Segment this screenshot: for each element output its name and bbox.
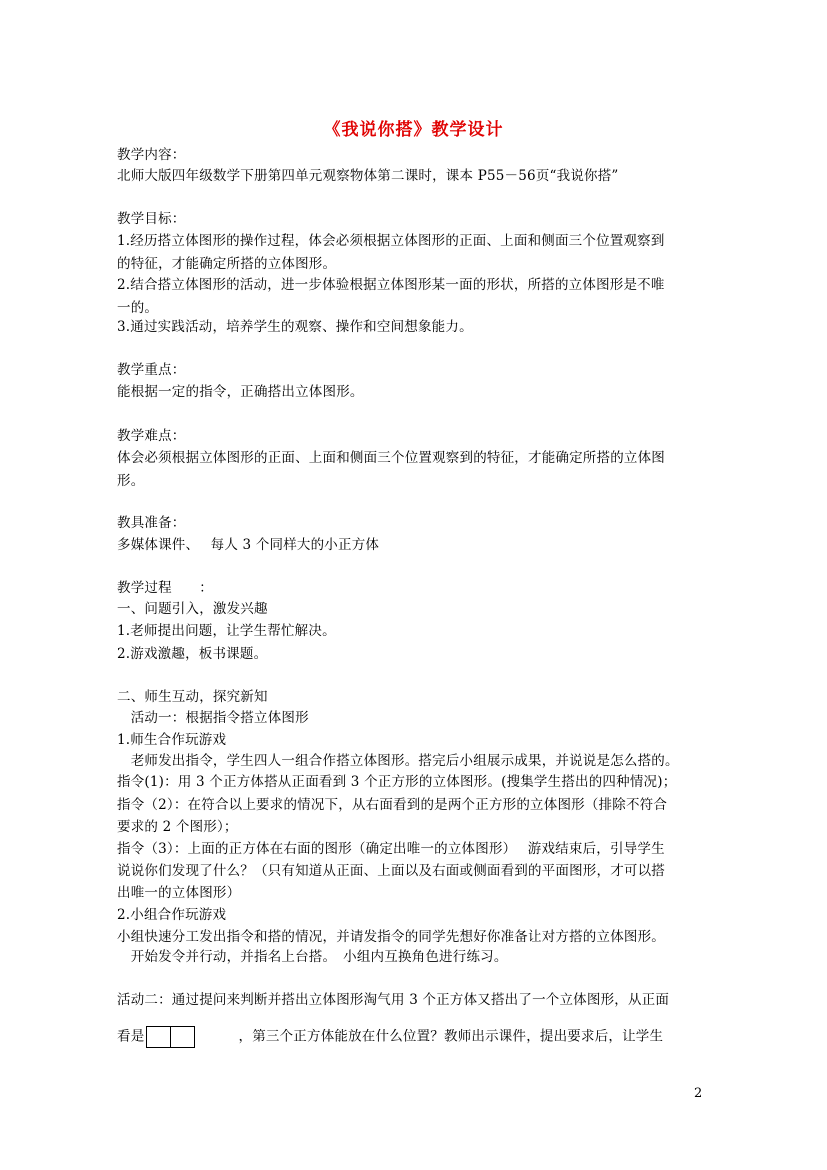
square-shape [146,1026,171,1048]
document-title: 《我说你搭》教学设计 [323,120,504,140]
paragraph-line: 老师发出指令，学生四人一组合作搭立体图形。搭完后小组展示成果，并说说是怎么搭的。 [117,753,679,769]
paragraph-line: 1.老师提出问题，让学生帮忙解决。 [117,623,336,639]
paragraph-line: 教学重点： [117,362,186,378]
paragraph-line: 能根据一定的指令，正确搭出立体图形。 [117,384,364,400]
paragraph-line: 小组快速分工发出指令和搭的情况，并请发指令的同学先想好你准备让对方搭的立体图形。 [117,929,665,945]
paragraph-line: 活动一：根据指令搭立体图形 [117,710,309,726]
paragraph-line: 要求的 2 个图形）； [117,819,238,835]
paragraph-line: 1.师生合作玩游戏 [117,732,227,748]
paragraph-line: 一的。 [117,300,159,316]
paragraph-line: 北师大版四年级数学下册第四单元观察物体第二课时，课本 P55－56页“我说你搭” [117,168,619,184]
paragraph-line: 2.小组合作玩游戏 [117,907,227,923]
paragraph-line: 活动二：通过提问来判断并搭出立体图形淘气用 3 个正方体又搭出了一个立体图形，从正面 [117,992,670,1008]
text-before-squares: 看是 [117,1028,145,1045]
paragraph-line: 的特征，才能确定所搭的立体图形。 [117,256,337,272]
paragraph-line: 说说你们发现了什么？（只有知道从正面、上面以及右面或侧面看到的平面图形，才可以搭 [117,863,665,879]
paragraph-line: 教具准备： [117,515,186,531]
paragraph-line: 形。 [117,473,145,489]
two-squares-figure [146,1026,195,1048]
paragraph-line: 1.经历搭立体图形的操作过程，体会必须根据立体图形的正面、上面和侧面三个位置观察到 [117,233,665,249]
paragraph-line: 二、师生互动，探究新知 [117,689,268,705]
paragraph-line: 指令（3）：上面的正方体在右面的图形（确定出唯一的立体图形） 游戏结束后，引导学生 [117,841,665,857]
paragraph-line: 教学目标： [117,211,186,227]
paragraph-line: 2.游戏激趣，板书课题。 [117,646,268,662]
text-after-squares: ，第三个正方体能放在什么位置？教师出示课件，提出要求后，让学生 [197,1028,664,1045]
paragraph-line: 指令（2）：在符合以上要求的情况下，从右面看到的是两个正方形的立体图形（排除不符合 [117,797,668,813]
paragraph-line: 2.结合搭立体图形的活动，进一步体验根据立体图形某一面的形状，所搭的立体图形是不唯 [117,277,665,293]
paragraph-line: 教学过程 ： [117,580,213,596]
paragraph-line-with-squares [117,1026,663,1048]
paragraph-line: 教学难点： [117,428,186,444]
paragraph-line: 一、问题引入，激发兴趣 [117,601,268,617]
paragraph-line: 教学内容： [117,147,186,163]
paragraph-line: 体会必须根据立体图形的正面、上面和侧面三个位置观察到的特征，才能确定所搭的立体图 [117,450,665,466]
paragraph-line: 开始发令并行动，并指名上台搭。 小组内互换角色进行练习。 [117,949,508,965]
paragraph-line: 多媒体课件、 每人 3 个同样大的小正方体 [117,537,380,553]
paragraph-line: 出唯一的立体图形） [117,885,241,901]
page-number: 2 [694,1086,703,1101]
paragraph-line: 指令(1)：用 3 个正方体搭从正面看到 3 个正方形的立体图形。(搜集学生搭出的四种情况)； [117,774,677,790]
paragraph-line: 3.通过实践活动，培养学生的观察、操作和空间想象能力。 [117,319,473,335]
square-shape [171,1026,195,1048]
